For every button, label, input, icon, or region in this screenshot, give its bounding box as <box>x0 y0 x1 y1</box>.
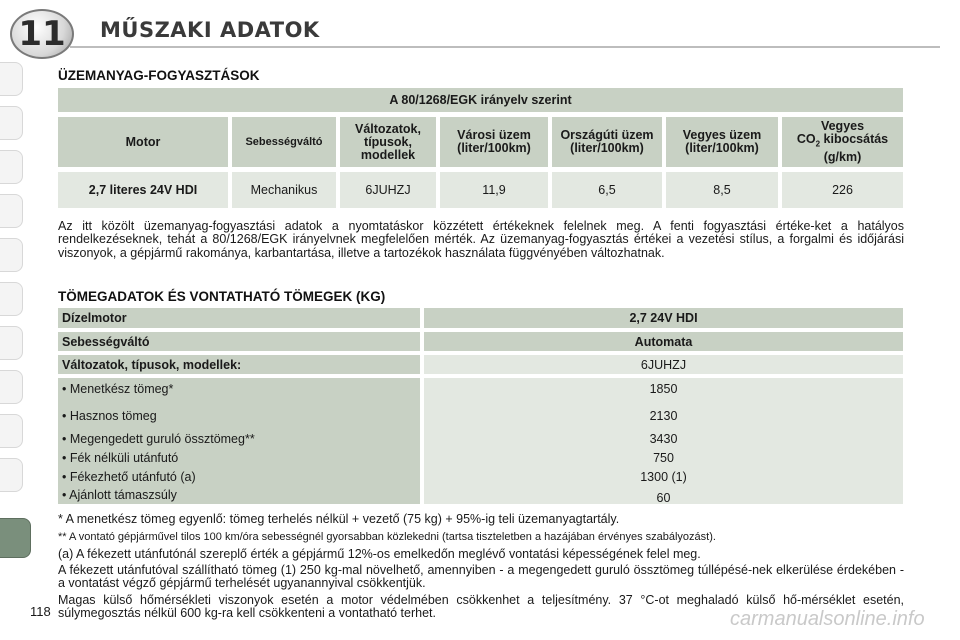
footnote-speed-limit: ** A vontató gépjárművel tilos 100 km/óra sebességnél gyorsabban közlekedni (tartsa tiszteletben a hazájában érvényes szabályozást). <box>58 531 716 543</box>
co2-text: CO <box>796 132 816 147</box>
weights-section-title: TÖMEGADATOK ÉS VONTATHATÓ TÖMEGEK (KG) <box>58 289 386 304</box>
co2-subscript: 2 <box>815 139 821 149</box>
weight-value: 3430 <box>649 432 678 446</box>
col-header-combined: Vegyes üzem (liter/100km) <box>666 117 778 167</box>
chapter-tab[interactable] <box>0 282 23 316</box>
weight-label: • Fék nélküli utánfutó <box>62 451 179 465</box>
chapter-tab[interactable] <box>0 370 23 404</box>
note-trailer-increase: A fékezett utánfutóval szállítható tömeg (1) 250 kg-mal növelhető, amennyiben - a megengedett guruló össztömeg túllépésé-nek elkerülése érdekében - a vontatást végző gépjármű terhelését ugyanannyival csökkentjük. <box>58 563 904 590</box>
weight-value: 750 <box>653 451 674 465</box>
co2-header-line3: (g/km) <box>823 149 862 164</box>
chapter-number-badge: 11 <box>10 9 74 59</box>
note-braked-trailer: (a) A fékezett utánfutónál szereplő érték a gépjármű 12%-os emelkedőn meglévő vontatási képességének felel meg. <box>58 547 701 561</box>
cell-co2: 226 <box>782 172 903 208</box>
chapter-tab-strip <box>0 0 24 640</box>
col-header-extra-urban: Országúti üzem (liter/100km) <box>552 117 662 167</box>
note-temperature: Magas külső hőmérsékleti viszonyok esetén a motor védelmében csökkenhet a teljesítmény. 37 °C-ot meghaladó külső hő-mérséklet esetén, súlymegosztás nélkül 600 kg-ra kell csökkenteni a vontatható terhet. <box>58 593 904 620</box>
chapter-tab[interactable] <box>0 150 23 184</box>
chapter-tab-active[interactable] <box>0 518 31 558</box>
header-divider <box>70 46 940 48</box>
weight-label: • Menetkész tömeg* <box>62 382 174 396</box>
weight-label: • Fékezhető utánfutó (a) <box>62 470 196 484</box>
cell-urban: 11,9 <box>440 172 548 208</box>
co2-emission-text: kibocsátás <box>820 132 889 147</box>
fuel-section-title: ÜZEMANYAG-FOGYASZTÁSOK <box>58 68 260 83</box>
chapter-tab[interactable] <box>0 326 23 360</box>
cell-variant: 6JUHZJ <box>340 172 436 208</box>
footnote-curb-weight: * A menetkész tömeg egyenlő: tömeg terhelés nélkül + vezető (75 kg) + 95%-ig teli üzemanyagtartály. <box>58 512 620 526</box>
chapter-tab[interactable] <box>0 194 23 228</box>
chapter-tab[interactable] <box>0 458 23 492</box>
watermark: carmanualsonline.info <box>730 608 925 630</box>
chapter-tab[interactable] <box>0 106 23 140</box>
cell-extra-urban: 6,5 <box>552 172 662 208</box>
page-number: 118 <box>30 604 51 619</box>
engine-value: 2,7 24V HDI <box>424 308 903 328</box>
engine-label: Dízelmotor <box>58 308 420 328</box>
weight-label: • Hasznos tömeg <box>62 409 157 423</box>
col-header-motor: Motor <box>58 117 228 167</box>
fuel-paragraph: Az itt közölt üzemanyag-fogyasztási adatok a nyomtatáskor közzétett értékeknek felelnek meg. A fenti fogyasztási értéke-ket a hatályos rendelkezéseknek, tehát a 80/1268/EGK irányelvnek megfelelően mérték. Az üzemanyag-fogyasztás értékei a vezetési stílus, a forgalmi és időjárási viszonyok, a gépjármű rakománya, karbantartása, illetve a tartozékok használata függvényében változhatnak. <box>58 219 904 260</box>
variants-value: 6JUHZJ <box>424 355 903 374</box>
cell-motor: 2,7 literes 24V HDI <box>58 172 228 208</box>
weight-value: 60 <box>656 491 671 505</box>
co2-header-line2 <box>797 133 888 151</box>
gearbox-label: Sebességváltó <box>58 332 420 351</box>
chapter-tab[interactable] <box>0 62 23 96</box>
col-header-gearbox: Sebességváltó <box>232 117 336 167</box>
weight-label: • Megengedett guruló össztömeg** <box>62 432 255 446</box>
weight-value: 1850 <box>649 382 678 396</box>
weight-value: 1300 (1) <box>640 470 687 484</box>
cell-gearbox: Mechanikus <box>232 172 336 208</box>
weight-label: • Ajánlott támaszsúly <box>62 488 177 502</box>
chapter-title: MŰSZAKI ADATOK <box>100 18 320 42</box>
variants-label: Változatok, típusok, modellek: <box>58 355 420 374</box>
co2-header-line1: Vegyes <box>820 119 865 134</box>
col-header-variants: Változatok, típusok, modellek <box>340 117 436 167</box>
col-header-co2 <box>782 117 903 167</box>
chapter-tab[interactable] <box>0 414 23 448</box>
chapter-tab[interactable] <box>0 238 23 272</box>
weight-value: 2130 <box>649 409 678 423</box>
col-header-urban: Városi üzem (liter/100km) <box>440 117 548 167</box>
directive-band: A 80/1268/EGK irányelv szerint <box>58 88 903 112</box>
gearbox-value: Automata <box>424 332 903 351</box>
cell-combined: 8,5 <box>666 172 778 208</box>
